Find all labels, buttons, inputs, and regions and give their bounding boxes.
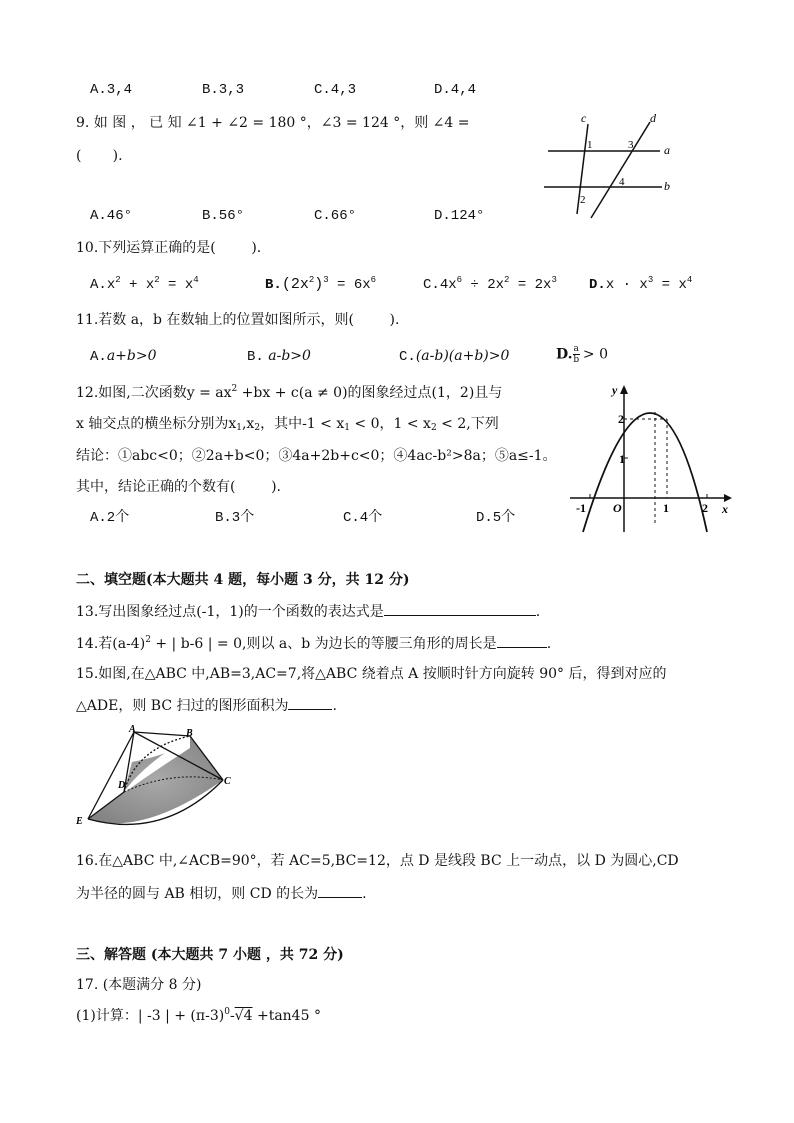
q8-option-b: B.3,3 — [202, 82, 245, 98]
q12-option-a: A.2个 — [90, 510, 130, 526]
q10-option-d: $D.x \cdot x^3 = x^4$ — [589, 275, 693, 293]
q15-label-A: A — [129, 724, 136, 735]
q12-label-x-two: 2 — [702, 501, 708, 515]
q9-option-a: A.46° — [90, 208, 133, 224]
q11-option-b: B. a-b>0 — [247, 348, 311, 365]
q12-line3: 结论：①abc<0；②2a+b<0；③4a+2b+c<0；④4ac-b²>8a；⑤a≤-1。 — [76, 448, 557, 464]
q10-option-b: $B.(2x^2)^3 = 6x^6$ — [265, 275, 377, 293]
q9-label-c: c — [581, 111, 587, 125]
q14-text: 14.若$(a-4)^2$ + | b-6 | = 0,则以 a、b 为边长的等腰三角形的周长是 . — [76, 635, 552, 652]
q11-option-a: A.a+b>0 — [90, 348, 157, 365]
q10-option-a: $A.x^2 + x^2 = x^4$ — [90, 275, 199, 293]
q15-label-D: D — [118, 780, 126, 791]
q11-option-d: D. $\frac{a}{b}$ > 0 — [556, 344, 608, 365]
q9-stem-paren: ( ). — [76, 148, 123, 164]
q10-option-c: $C.4x^6 \div 2x^2 = 2x^3$ — [423, 275, 557, 293]
section3-heading: 三、解答题 (本大题共 7 小题 ，共 72 分) — [76, 947, 344, 963]
q12-parabola-figure — [566, 382, 738, 538]
q9-label-d: d — [650, 111, 656, 125]
q12-option-d: D.5个 — [476, 510, 516, 526]
q15-label-C: C — [224, 776, 231, 787]
q9-label-b: b — [664, 179, 670, 193]
q15-label-B: B — [186, 728, 193, 739]
q8-option-c: C.4,3 — [314, 82, 357, 98]
q17-heading: 17. (本题满分 8 分) — [76, 977, 202, 993]
q12-label-x-one: 1 — [663, 501, 669, 515]
q9-angle-1: 1 — [587, 139, 593, 151]
q15-text: 15.如图,在△ABC 中,AB=3,AC=7,将△ABC 绕着点 A 按顺时针方向旋转 90° 后，得到对应的 — [76, 666, 667, 682]
q15-label-E: E — [76, 816, 83, 827]
q17-part1: (1)计算：| -3 | + $(\pi-3)^0-√4 +\tan 45$ ° — [76, 1007, 321, 1024]
q9-angle-3: 3 — [628, 139, 634, 151]
q9-stem: 9. 如 图 ， 已 知 ∠1 + ∠2 = 180 °，∠3 = 124 °，则 ∠4 = — [76, 115, 470, 131]
q12-label-minus-one: -1 — [576, 501, 586, 515]
q9-parallel-lines-figure — [540, 110, 680, 224]
q15-text-2: △ADE，则 BC 扫过的图形面积为 . — [76, 695, 337, 716]
section2-heading: 二、填空题(本大题共 4 题，每小题 3 分，共 12 分) — [76, 572, 410, 588]
q15-rotation-figure — [72, 722, 244, 834]
q12-line4: 其中，结论正确的个数有( ). — [76, 479, 281, 495]
q9-angle-2: 2 — [580, 194, 586, 206]
q12-line1: 12.如图,二次函数$y = ax^2 +bx + c(a \ne 0)$的图象经过点(1，2)且与 — [76, 384, 503, 401]
q12-label-y: y — [612, 383, 618, 397]
q12-label-x: x — [722, 502, 728, 516]
q16-text: 16.在△ABC 中,∠ACB=90°，若 AC=5,BC=12，点 D 是线段 BC 上一动点，以 D 为圆心,CD — [76, 853, 679, 869]
q9-label-a: a — [664, 143, 670, 157]
q12-label-y-one: 1 — [619, 452, 625, 466]
q12-label-origin: O — [613, 501, 622, 515]
q9-option-c: C.66° — [314, 208, 357, 224]
q11-stem: 11.若数 a，b 在数轴上的位置如图所示，则( ). — [76, 312, 400, 328]
q10-stem: 10.下列运算正确的是( ). — [76, 240, 262, 256]
q12-option-c: C.4个 — [343, 510, 383, 526]
q16-text-2: 为半径的圆与 AB 相切，则 CD 的长为 . — [76, 883, 367, 904]
q9-option-d: D.124° — [434, 208, 485, 224]
q12-option-b: B.3个 — [215, 510, 255, 526]
q13-text: 13.写出图象经过点(-1，1)的一个函数的表达式是 . — [76, 601, 540, 622]
q8-option-d: D.4,4 — [434, 82, 477, 98]
q12-line2: x 轴交点的横坐标分别为$x_1,x_2$，其中$-1 < x_1 < 0$，$1 < x_2 < 2$,下列 — [76, 416, 499, 433]
q12-label-y-two: 2 — [618, 412, 624, 426]
q8-option-a: A.3,4 — [90, 82, 133, 98]
q11-option-c: C.(a-b)(a+b)>0 — [399, 348, 510, 365]
q9-angle-4: 4 — [619, 176, 625, 188]
q9-option-b: B.56° — [202, 208, 245, 224]
